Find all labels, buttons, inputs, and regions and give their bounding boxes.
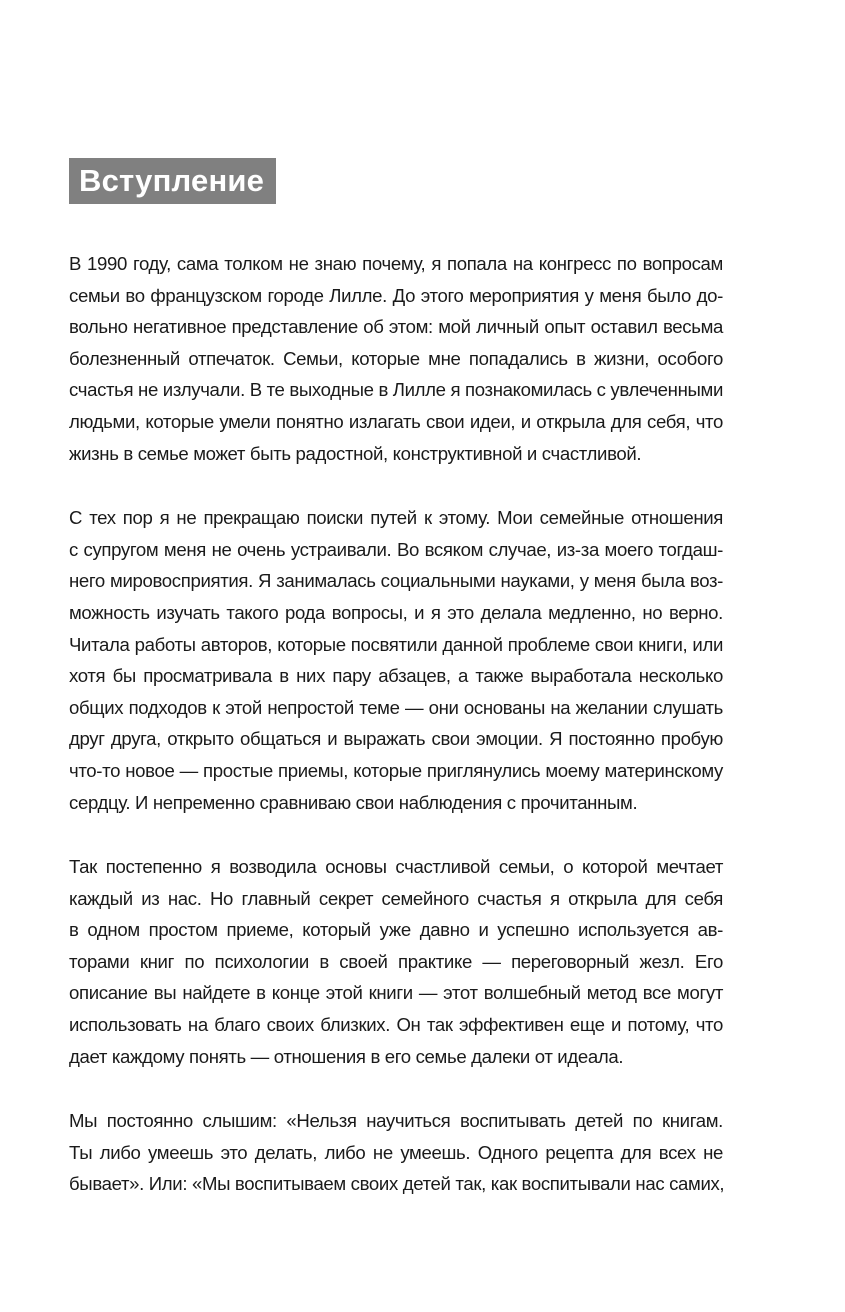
text-line: друг друга, открыто общаться и выражать свои эмоции. Я постоянно пробую xyxy=(69,728,723,750)
paragraph-4 xyxy=(69,1105,723,1200)
body-text xyxy=(69,248,723,1233)
text-line: В 1990 году, сама толком не знаю почему, я попала на конгресс по вопросам xyxy=(69,253,723,274)
text-line: болезненный отпечаток. Семьи, которые мне попадались в жизни, особого xyxy=(69,347,723,369)
paragraph-1 xyxy=(69,248,723,469)
text-line: Читала работы авторов, которые посвятили данной проблеме свои книги, или xyxy=(69,633,723,655)
text-line: Мы постоянно слышим: «Нельзя научиться воспитывать детей по книгам. xyxy=(69,1110,723,1132)
text-line: Ты либо умеешь это делать, либо не умеешь. Одного рецепта для всех не xyxy=(69,1141,723,1163)
text-line: людьми, которые умели понятно излагать свои идеи, и открыла для себя, что xyxy=(69,410,723,432)
text-line: хотя бы просматривала в них пару абзацев, а также выработала несколько xyxy=(69,665,723,687)
text-line: счастья не излучали. В те выходные в Лилле я познакомилась с увлеченными xyxy=(69,379,723,401)
text-line: С тех пор я не прекращаю поиски путей к этому. Мои семейные отношения xyxy=(69,507,723,529)
text-line: вольно негативное представление об этом: мой личный опыт оставил весьма xyxy=(69,316,723,338)
text-line: дает каждому понять — отношения в его семье далеки от идеала. xyxy=(69,1045,624,1067)
text-line: в одном простом приеме, который уже давно и успешно используется ав- xyxy=(69,919,723,941)
text-line: сердцу. И непременно сравниваю свои наблюдения с прочитанным. xyxy=(69,791,638,813)
text-line: описание вы найдете в конце этой книги — этот волшебный метод все могут xyxy=(69,982,723,1004)
text-line: семьи во французском городе Лилле. До этого мероприятия у меня было до- xyxy=(69,284,723,306)
text-line: можность изучать такого рода вопросы, и я это делала медленно, но верно. xyxy=(69,601,723,623)
text-line: что-то новое — простые приемы, которые приглянулись моему материнскому xyxy=(69,759,723,781)
text-line: общих подходов к этой непростой теме — они основаны на желании слушать xyxy=(69,696,723,718)
text-line: жизнь в семье может быть радостной, конструктивной и счастливой. xyxy=(69,442,642,464)
paragraph-2 xyxy=(69,502,723,818)
text-line: использовать на благо своих близких. Он так эффективен еще и потому, что xyxy=(69,1014,723,1036)
chapter-heading: Вступление xyxy=(69,158,276,204)
text-line: Так постепенно я возводила основы счастливой семьи, о которой мечтает xyxy=(69,856,723,878)
text-line: торами книг по психологии в своей практике — переговорный жезл. Его xyxy=(69,950,723,972)
paragraph-3 xyxy=(69,851,723,1072)
text-line: каждый из нас. Но главный секрет семейного счастья я открыла для себя xyxy=(69,887,723,909)
text-line: него мировосприятия. Я занималась социальными науками, у меня была воз- xyxy=(69,570,723,592)
text-line: с супругом меня не очень устраивали. Во всяком случае, из-за моего тогдаш- xyxy=(69,538,723,560)
text-line: бывает». Или: «Мы воспитываем своих детей так, как воспитывали нас самих, xyxy=(69,1173,725,1195)
